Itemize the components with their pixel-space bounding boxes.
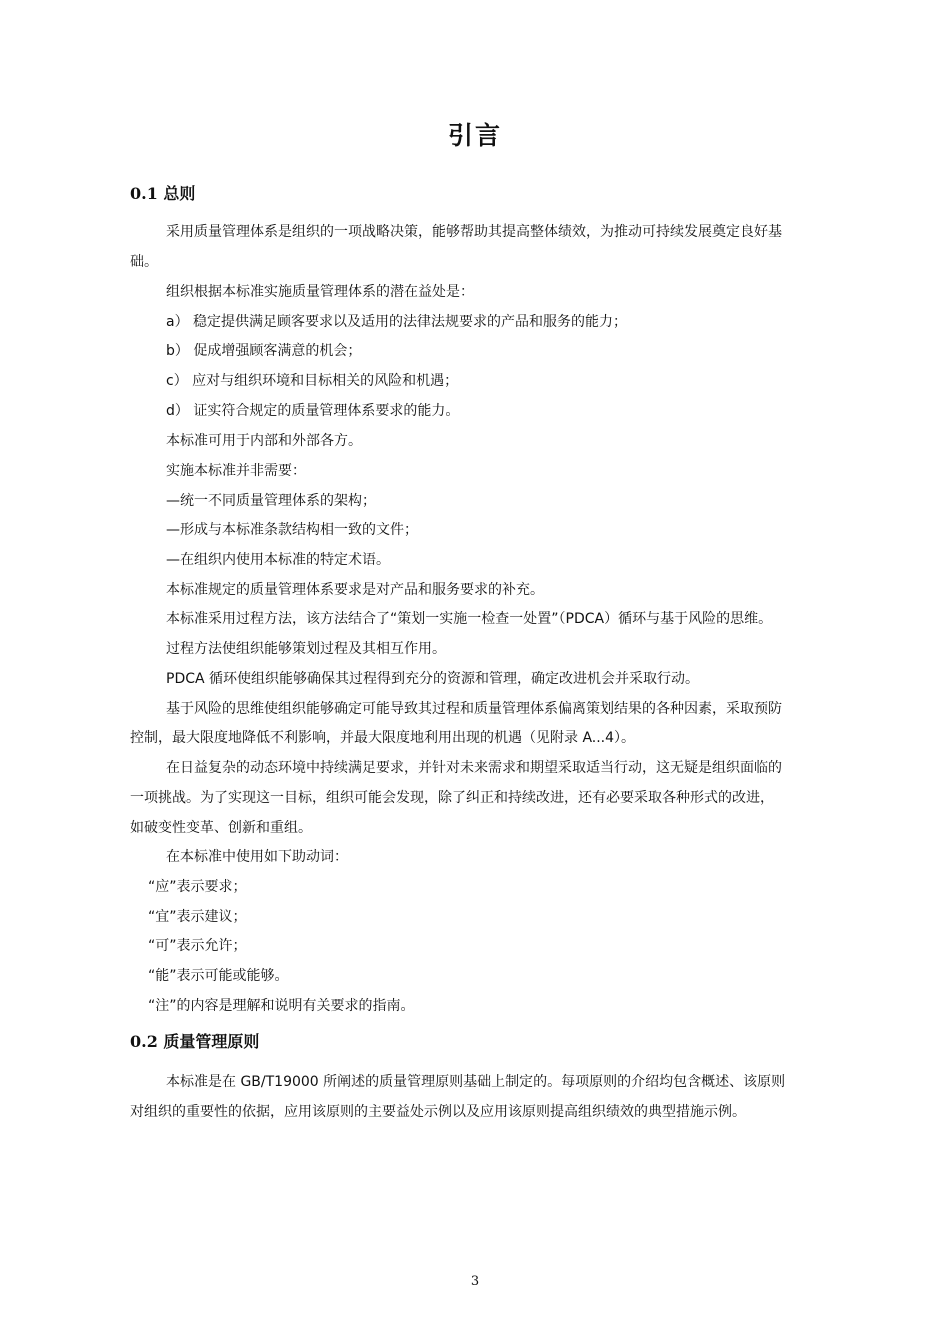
paragraph-line: 一项挑战。为了实现这一目标，组织可能会发现，除了纠正和持续改进，还有必要采取各种形式的改进，	[130, 790, 774, 806]
page-number: 3	[470, 1274, 480, 1289]
paragraph-line: 本标准是在 GB/T19000 所阐述的质量管理原则基础上制定的。每项原则的介绍均包含概述、该原则	[166, 1074, 786, 1090]
list-item-d: d） 证实符合规定的质量管理体系要求的能力。	[166, 403, 460, 419]
verb-item: “宜”表示建议；	[148, 909, 247, 925]
list-item-a: a） 稳定提供满足顾客要求以及适用的法律法规要求的产品和服务的能力；	[166, 314, 628, 330]
paragraph-line: 如破变性变革、创新和重组。	[130, 820, 312, 836]
page-title: 引言	[447, 121, 502, 150]
verb-item: “应”表示要求；	[148, 879, 247, 895]
verb-item: “能”表示可能或能够。	[148, 968, 289, 984]
list-item-b: b） 促成增强顾客满意的机会；	[166, 343, 362, 359]
paragraph-line: 在日益复杂的动态环境中持续满足要求，并针对未来需求和期望采取适当行动，这无疑是组织面临的	[166, 760, 782, 776]
paragraph-line: 本标准采用过程方法，该方法结合了“策划一实施一检查一处置”（PDCA）循环与基于风险的思维。	[166, 611, 773, 627]
dash-item: —在组织内使用本标准的特定术语。	[166, 552, 390, 568]
verb-item: “注”的内容是理解和说明有关要求的指南。	[148, 998, 415, 1014]
paragraph-line: 本标准可用于内部和外部各方。	[166, 433, 362, 449]
paragraph-line: 础。	[130, 254, 158, 270]
section-heading-general: 0.1 总则	[130, 184, 196, 203]
section-heading-principles: 0.2 质量管理原则	[130, 1032, 260, 1051]
list-item-c: c） 应对与组织环境和目标相关的风险和机遇；	[166, 373, 459, 389]
paragraph-line: 对组织的重要性的依据，应用该原则的主要益处示例以及应用该原则提高组织绩效的典型措施示例。	[130, 1104, 746, 1120]
paragraph-line: 控制，最大限度地降低不利影响，并最大限度地利用出现的机遇（见附录 A...4）。	[130, 730, 636, 746]
paragraph-line: 实施本标准并非需要：	[166, 463, 306, 479]
paragraph-line: 本标准规定的质量管理体系要求是对产品和服务要求的补充。	[166, 582, 544, 598]
paragraph-line: 组织根据本标准实施质量管理体系的潜在益处是：	[166, 284, 474, 300]
paragraph-line: 过程方法使组织能够策划过程及其相互作用。	[166, 641, 446, 657]
dash-item: —统一不同质量管理体系的架构；	[166, 493, 376, 509]
verb-item: “可”表示允许；	[148, 938, 247, 954]
paragraph-line: 在本标准中使用如下助动词：	[166, 849, 348, 865]
paragraph-line: 基于风险的思维使组织能够确定可能导致其过程和质量管理体系偏离策划结果的各种因素，采取预防	[166, 701, 782, 717]
dash-item: —形成与本标准条款结构相一致的文件；	[166, 522, 418, 538]
paragraph-line: PDCA 循环使组织能够确保其过程得到充分的资源和管理，确定改进机会并采取行动。	[166, 671, 700, 687]
paragraph-line: 采用质量管理体系是组织的一项战略决策，能够帮助其提高整体绩效，为推动可持续发展奠定良好基	[166, 224, 782, 240]
